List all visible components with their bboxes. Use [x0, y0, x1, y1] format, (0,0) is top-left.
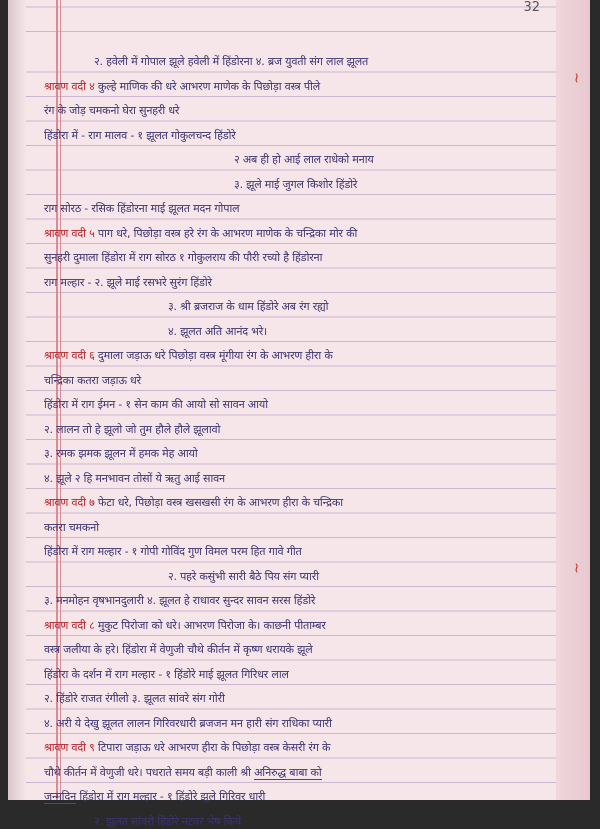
line-text: फेटा धरे, पिछोड़ा वस्त्र खसखसी रंग के आभरण हीरा के चन्द्रिका — [94, 496, 343, 509]
line-text: जन्मदिन हिंडोरा में राग मल्हार - १ हिंडोरे झूले गिरिवर धारी — [44, 790, 266, 803]
text-line — [234, 152, 568, 167]
line-text: दुमाला जड़ाऊ धरे पिछोड़ा वस्त्र मूंगीया रंग के आभरण हीरा के — [94, 349, 333, 362]
line-text: हिंडोरा के दर्शन में राग मल्हार - १ हिंडोरे माई झूलत गिरिधर लाल — [44, 667, 289, 681]
text-line — [44, 348, 568, 363]
text-line — [94, 814, 568, 829]
line-text: राग मल्हार - २. झूले माई रसभरे सुरंग हिंडोरे — [44, 275, 212, 289]
text-line — [44, 275, 568, 290]
text-line — [44, 201, 568, 216]
line-text: ४. अरी ये देखु झूलत लालन गिरिवरधारी ब्रजजन मन हारी संग राधिका प्यारी — [44, 716, 332, 730]
underlined-text: जन्मदिन — [44, 790, 77, 803]
line-text: पाग धरे, पिछोड़ा वस्त्र हरे रंग के आभरण माणेक के चन्द्रिका मोर की — [94, 226, 358, 240]
text-line — [44, 593, 568, 608]
line-text: वस्त्र जलीया के हरे। हिंडोरा में वेणुजी चौथे कीर्तन में कृष्ण धरायके झूले — [44, 643, 313, 656]
text-line — [44, 103, 568, 118]
text-line — [44, 765, 568, 780]
line-text: चौथे कीर्तन में वेणुजी धरे। पधराते समय बड़ी काली श्री अनिरुद्ध बाबा को — [44, 765, 322, 779]
line-text: २. झूलत सांवरो हिंडोरे नटवर भेष किये — [94, 814, 241, 828]
date-heading: श्रावण वदी ७ — [44, 496, 95, 509]
text-line — [44, 740, 568, 755]
page-number: 32 — [523, 0, 540, 15]
text-line — [168, 569, 568, 584]
edge-mark: ~ — [568, 72, 585, 84]
line-text: ३. मनमोहन वृषभानदुलारी ४. झूलत हे राधावर सुन्दर सावन सरस हिंडोरे — [44, 594, 316, 607]
date-heading: श्रावण वदी ८ — [44, 618, 95, 632]
text-line — [44, 397, 568, 412]
line-text: रंग के जोड़ चमकनो घेरा सुनहरी धरे — [44, 104, 180, 117]
text-line — [44, 789, 568, 804]
line-text: ३. झूले माई जुगल किशोर हिंडोरे — [234, 177, 358, 191]
text-line — [94, 54, 568, 69]
line-text: चन्द्रिका कतरा जड़ाऊ धरे — [44, 373, 141, 387]
text-line — [44, 250, 568, 265]
text-line — [44, 446, 568, 461]
line-text: २. पहरे कसुंभी सारी बैठे पिय संग प्यारी — [168, 569, 319, 583]
notebook-page — [8, 0, 590, 828]
line-text: २ अब ही हो आई लाल राधेको मनाय — [234, 153, 374, 166]
date-heading: श्रावण वदी ४ — [44, 79, 95, 93]
text-line — [44, 128, 568, 143]
line-text: २. लालन तो हे झूलो जो तुम हौले हौले झूलावो — [44, 422, 221, 436]
text-line — [44, 373, 568, 388]
line-text: ४. झूले २ हि मनभावन तोसों ये ऋतु आई सावन — [44, 471, 225, 485]
line-text: २. हिंडोरे राजत रंगीलो ३. झूलत सांवरे संग गोरी — [44, 692, 225, 705]
date-heading: श्रावण वदी ५ — [44, 226, 95, 240]
line-text: राग सोरठ - रसिक हिंडोरना माई झूलत मदन गोपाल — [44, 202, 240, 215]
text-line — [44, 716, 568, 731]
text-line — [44, 495, 568, 510]
line-text: हिंडोरा में राग मल्हार - १ गोपी गोविंद गुण विमल परम हित गावे गीत — [44, 545, 302, 558]
text-line — [44, 691, 568, 706]
line-text: टिपारा जड़ाऊ धरे आभरण हीरा के पिछोड़ा वस्त्र केसरी रंग के — [94, 741, 331, 754]
text-line — [168, 324, 568, 339]
line-text: हिंडोरा में राग ईमन - १ सेन काम की आयो सो सावन आयो — [44, 398, 268, 411]
text-line — [44, 544, 568, 559]
line-text: कुल्हे माणिक की धरे आभरण माणेक के पिछोड़ा वस्त्र पीले — [94, 79, 320, 93]
text-line — [44, 79, 568, 94]
underlined-text: अनिरुद्ध बाबा को — [254, 765, 322, 779]
text-line — [168, 299, 568, 314]
page-gutter-shade — [8, 0, 26, 800]
text-line — [234, 177, 568, 192]
line-text: ४. झूलत अति आनंद भरे। — [168, 324, 267, 338]
line-text: ३. श्री ब्रजराज के धाम हिंडोरे अब रंग रह्यो — [168, 300, 329, 313]
text-line — [44, 422, 568, 437]
line-text: ३. रमक झमक झूलन में हमक मेह आयो — [44, 447, 198, 460]
line-text: मुकुट पिरोजा को धरे। आभरण पिरोजा के। काछनी पीताम्बर — [94, 618, 326, 632]
edge-mark: ~ — [568, 562, 585, 574]
line-text: २. हवेली में गोपाल झूले हवेली में हिंडोरना ४. ब्रज युवती संग लाल झूलत — [94, 55, 369, 68]
line-text: सुनहरी दुमाला हिंडोरा में राग सोरठ १ गोकुलराय की पौरी रच्यो है हिंडोरना — [44, 251, 323, 264]
text-line — [44, 226, 568, 241]
line-text: हिंडोरा में - राग मालव - १ झूलत गोकुलचन्द हिंडोरे — [44, 128, 236, 142]
text-line — [44, 520, 568, 535]
line-text: कतरा चमकनो — [44, 520, 99, 534]
text-line — [44, 642, 568, 657]
text-line — [44, 471, 568, 486]
date-heading: श्रावण वदी ६ — [44, 349, 95, 362]
text-line — [44, 667, 568, 682]
text-line — [44, 618, 568, 633]
date-heading: श्रावण वदी ९ — [44, 741, 95, 754]
